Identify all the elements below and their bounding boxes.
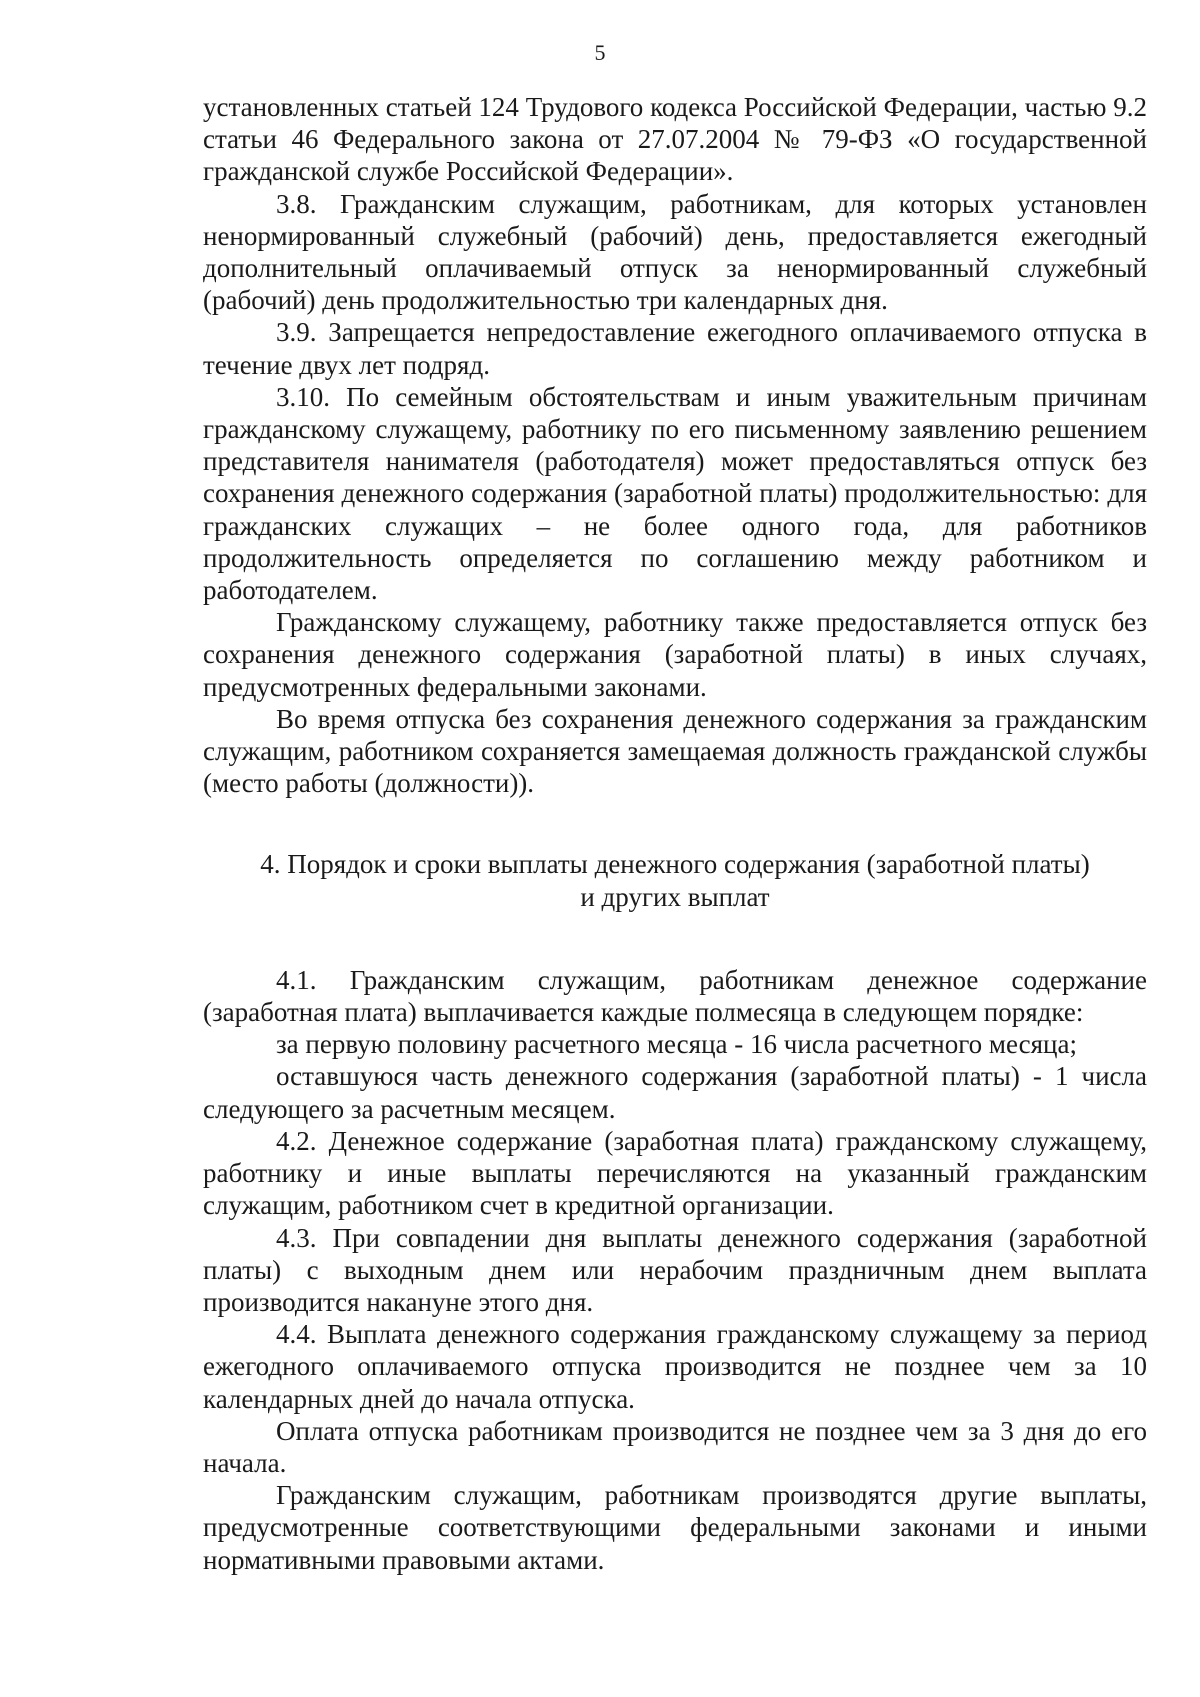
paragraph: 3.9. Запрещается непредоставление ежегодного оплачиваемого отпуска в течение двух лет подряд. bbox=[203, 317, 1147, 380]
paragraph: установленных статьей 124 Трудового кодекса Российской Федерации, частью 9.2 статьи 46 Федерального закона от 27.07.2004 № 79-ФЗ «О государственной гражданской службе Российской Федерации». bbox=[203, 92, 1147, 187]
paragraphs-after bbox=[203, 964, 1147, 1576]
paragraph: Во время отпуска без сохранения денежного содержания за гражданским служащим, работником сохраняется замещаемая должность гражданской службы (место работы (должности)). bbox=[203, 703, 1147, 799]
paragraph: Гражданским служащим, работникам производятся другие выплаты, предусмотренные соответствующими федеральными законами и иными нормативными правовыми актами. bbox=[203, 1480, 1147, 1575]
paragraph: 4.1. Гражданским служащим, работникам денежное содержание (заработная плата) выплачивается каждые полмесяца в следующем порядке: bbox=[203, 964, 1147, 1028]
section-heading bbox=[203, 848, 1147, 912]
paragraph: 4.3. При совпадении дня выплаты денежного содержания (заработной платы) с выходным днем или нерабочим праздничным днем выплата производится накануне этого дня. bbox=[203, 1222, 1147, 1317]
paragraph: 4.2. Денежное содержание (заработная плата) гражданскому служащему, работнику и иные выплаты перечисляются на указанный гражданским служащим, работником счет в кредитной организации. bbox=[203, 1125, 1147, 1221]
section-heading-line: и других выплат bbox=[580, 881, 770, 912]
paragraph: Оплата отпуска работникам производится не позднее чем за 3 дня до его начала. bbox=[203, 1415, 1147, 1478]
paragraph: 3.8. Гражданским служащим, работникам, для которых установлен ненормированный служебный (рабочий) день, предоставляется ежегодный дополнительный оплачиваемый отпуск за ненормированный служебный (рабочий) день продолжительностью три календарных дня. bbox=[203, 188, 1147, 316]
section-heading-line: 4. Порядок и сроки выплаты денежного содержания (заработной платы) bbox=[260, 849, 1090, 880]
document-body bbox=[203, 91, 1147, 1576]
paragraph: за первую половину расчетного месяца - 16 числа расчетного месяца; bbox=[276, 1029, 1077, 1060]
paragraph: 4.4. Выплата денежного содержания гражданскому служащему за период ежегодного оплачиваемого отпуска производится не позднее чем за 10 календарных дней до начала отпуска. bbox=[203, 1319, 1147, 1414]
page-number: 5 bbox=[594, 40, 606, 65]
paragraphs-before bbox=[203, 91, 1147, 799]
paragraph: 3.10. По семейным обстоятельствам и иным уважительным причинам гражданскому служащему, работнику по его письменному заявлению решением представителя нанимателя (работодателя) может предоставляться отпуск без сохранения денежного содержания (заработной платы) продолжительностью: для гражданских служащих – не более одного года, для работников продолжительность определяется по соглашению между работником и работодателем. bbox=[203, 381, 1147, 606]
paragraph: оставшуюся часть денежного содержания (заработной платы) - 1 числа следующего за расчетным месяцем. bbox=[203, 1061, 1147, 1124]
paragraph: Гражданскому служащему, работнику также предоставляется отпуск без сохранения денежного содержания (заработной платы) в иных случаях, предусмотренных федеральными законами. bbox=[203, 607, 1147, 702]
